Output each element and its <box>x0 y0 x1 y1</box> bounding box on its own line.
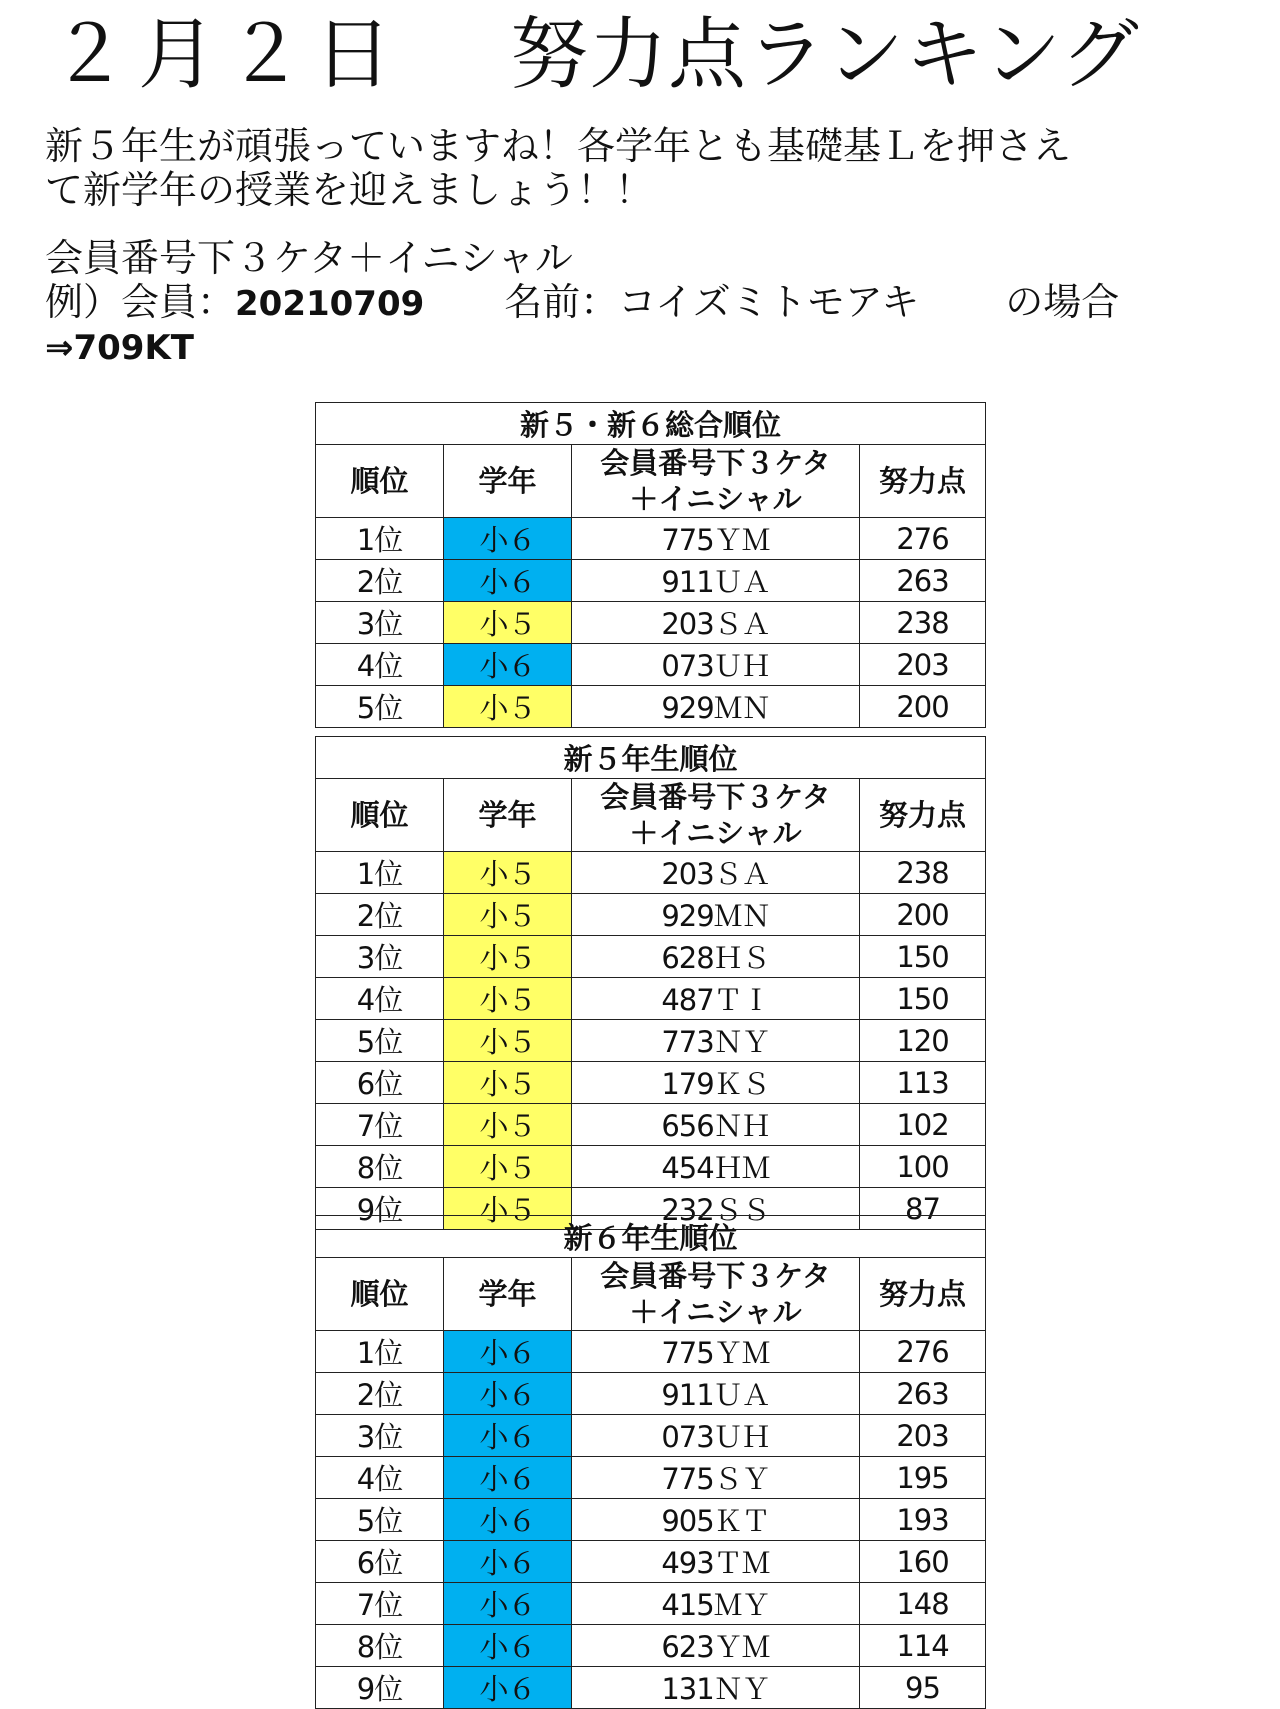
header-member <box>572 445 860 518</box>
header-points: 努力点 <box>860 779 986 852</box>
table-row <box>316 1667 986 1709</box>
rank-cell: 4位 <box>316 644 444 686</box>
grade5-ranking-table <box>315 736 986 1230</box>
table-header-row <box>316 1258 986 1331</box>
example-prefix: 例）会員： <box>45 280 236 324</box>
table-row <box>316 1104 986 1146</box>
points-cell: 200 <box>860 686 986 728</box>
header-member-line-2: ＋イニシャル <box>629 816 802 850</box>
rank-cell: 7位 <box>316 1583 444 1625</box>
title-heading: 努力点ランキング <box>510 10 1140 100</box>
intro-message-line-1: 新５年生が頑張っていますね！各学年とも基礎基Ｌを押さえ <box>45 124 1072 168</box>
table-row <box>316 1499 986 1541</box>
points-cell: 102 <box>860 1104 986 1146</box>
header-member-line-1: 会員番号下３ケタ <box>600 446 831 480</box>
points-cell: 100 <box>860 1146 986 1188</box>
member-cell: 775ＹＭ <box>572 518 860 560</box>
header-member-line-2: ＋イニシャル <box>629 1295 802 1329</box>
member-cell: 623ＹＭ <box>572 1625 860 1667</box>
points-cell: 95 <box>860 1667 986 1709</box>
points-cell: 195 <box>860 1457 986 1499</box>
table-row <box>316 602 986 644</box>
intro-message-line-2: て新学年の授業を迎えましょう！！ <box>45 168 654 212</box>
member-id-example <box>45 280 1119 326</box>
table-header-row <box>316 445 986 518</box>
table-row <box>316 1146 986 1188</box>
grade-cell: 小５ <box>444 936 572 978</box>
table-row <box>316 1415 986 1457</box>
rank-cell: 8位 <box>316 1625 444 1667</box>
member-cell: 487ＴＩ <box>572 978 860 1020</box>
rank-cell: 5位 <box>316 1499 444 1541</box>
member-cell: 911ＵＡ <box>572 560 860 602</box>
points-cell: 203 <box>860 1415 986 1457</box>
rank-cell: 9位 <box>316 1188 444 1230</box>
grade-cell: 小５ <box>444 1020 572 1062</box>
header-grade: 学年 <box>444 445 572 518</box>
rank-cell: 2位 <box>316 560 444 602</box>
member-cell: 775ＹＭ <box>572 1331 860 1373</box>
points-cell: 193 <box>860 1499 986 1541</box>
rank-cell: 2位 <box>316 1373 444 1415</box>
grade-cell: 小６ <box>444 644 572 686</box>
member-cell: 232ＳＳ <box>572 1188 860 1230</box>
member-cell: 073ＵＨ <box>572 1415 860 1457</box>
header-points: 努力点 <box>860 445 986 518</box>
table-row <box>316 1583 986 1625</box>
grade-cell: 小６ <box>444 1499 572 1541</box>
points-cell: 276 <box>860 1331 986 1373</box>
example-case-suffix: の場合 <box>1005 280 1120 324</box>
table-row <box>316 936 986 978</box>
intro-message <box>45 124 1225 212</box>
grade6-ranking-table <box>315 1215 986 1709</box>
points-cell: 238 <box>860 852 986 894</box>
table-caption: 新６年生順位 <box>316 1216 986 1258</box>
table-row <box>316 1331 986 1373</box>
header-member <box>572 779 860 852</box>
grade-cell: 小５ <box>444 894 572 936</box>
header-grade: 学年 <box>444 779 572 852</box>
rank-cell: 1位 <box>316 1331 444 1373</box>
grade-cell: 小６ <box>444 518 572 560</box>
member-cell: 203ＳＡ <box>572 602 860 644</box>
rank-cell: 3位 <box>316 1415 444 1457</box>
header-rank: 順位 <box>316 445 444 518</box>
member-cell: 179ＫＳ <box>572 1062 860 1104</box>
rank-cell: 6位 <box>316 1062 444 1104</box>
points-cell: 87 <box>860 1188 986 1230</box>
grade-cell: 小６ <box>444 1667 572 1709</box>
header-rank: 順位 <box>316 1258 444 1331</box>
table-row <box>316 1020 986 1062</box>
table-caption-row <box>316 403 986 445</box>
header-rank: 順位 <box>316 779 444 852</box>
table-row <box>316 1541 986 1583</box>
table-caption-row <box>316 1216 986 1258</box>
grade-cell: 小５ <box>444 852 572 894</box>
grade-cell: 小５ <box>444 602 572 644</box>
example-result: ⇒709KT <box>45 328 194 368</box>
table-row <box>316 1625 986 1667</box>
rank-cell: 5位 <box>316 1020 444 1062</box>
member-cell: 493ＴＭ <box>572 1541 860 1583</box>
member-cell: 905ＫＴ <box>572 1499 860 1541</box>
table-row <box>316 894 986 936</box>
rank-cell: 7位 <box>316 1104 444 1146</box>
member-cell: 773ＮＹ <box>572 1020 860 1062</box>
points-cell: 276 <box>860 518 986 560</box>
member-cell: 929ＭＮ <box>572 894 860 936</box>
table-row <box>316 978 986 1020</box>
rank-cell: 4位 <box>316 978 444 1020</box>
table-row <box>316 686 986 728</box>
member-cell: 656ＮＨ <box>572 1104 860 1146</box>
header-points: 努力点 <box>860 1258 986 1331</box>
grade-cell: 小５ <box>444 1104 572 1146</box>
rank-cell: 5位 <box>316 686 444 728</box>
member-cell: 454ＨＭ <box>572 1146 860 1188</box>
rank-cell: 2位 <box>316 894 444 936</box>
grade-cell: 小６ <box>444 1583 572 1625</box>
rank-cell: 1位 <box>316 518 444 560</box>
title-date: ２月２日 <box>50 10 403 100</box>
example-number: 20210709 <box>235 284 425 324</box>
rank-cell: 9位 <box>316 1667 444 1709</box>
grade-cell: 小５ <box>444 978 572 1020</box>
points-cell: 263 <box>860 560 986 602</box>
member-cell: 929ＭＮ <box>572 686 860 728</box>
table-row <box>316 644 986 686</box>
rank-cell: 8位 <box>316 1146 444 1188</box>
grade-cell: 小６ <box>444 1625 572 1667</box>
table-row <box>316 1062 986 1104</box>
table-row <box>316 852 986 894</box>
table-caption: 新５年生順位 <box>316 737 986 779</box>
grade-cell: 小６ <box>444 560 572 602</box>
points-cell: 150 <box>860 936 986 978</box>
table-row <box>316 518 986 560</box>
grade-cell: 小５ <box>444 1062 572 1104</box>
points-cell: 238 <box>860 602 986 644</box>
points-cell: 200 <box>860 894 986 936</box>
points-cell: 120 <box>860 1020 986 1062</box>
member-cell: 628ＨＳ <box>572 936 860 978</box>
member-cell: 073ＵＨ <box>572 644 860 686</box>
header-member-line-1: 会員番号下３ケタ <box>600 780 831 814</box>
rank-cell: 4位 <box>316 1457 444 1499</box>
points-cell: 160 <box>860 1541 986 1583</box>
table-row <box>316 560 986 602</box>
grade-cell: 小６ <box>444 1415 572 1457</box>
grade-cell: 小５ <box>444 1188 572 1230</box>
rank-cell: 1位 <box>316 852 444 894</box>
member-cell: 415ＭＹ <box>572 1583 860 1625</box>
header-member-line-1: 会員番号下３ケタ <box>600 1259 831 1293</box>
member-cell: 775ＳＹ <box>572 1457 860 1499</box>
table-row <box>316 1457 986 1499</box>
table-caption: 新５・新６総合順位 <box>316 403 986 445</box>
grade-cell: 小６ <box>444 1457 572 1499</box>
grade-cell: 小６ <box>444 1541 572 1583</box>
table-caption-row <box>316 737 986 779</box>
points-cell: 203 <box>860 644 986 686</box>
table-row <box>316 1373 986 1415</box>
grade-cell: 小５ <box>444 1146 572 1188</box>
points-cell: 148 <box>860 1583 986 1625</box>
grade-cell: 小６ <box>444 1331 572 1373</box>
member-id-note <box>45 236 1119 370</box>
header-member <box>572 1258 860 1331</box>
table-header-row <box>316 779 986 852</box>
combined-ranking-table <box>315 402 986 728</box>
header-member-line-2: ＋イニシャル <box>629 482 802 516</box>
points-cell: 114 <box>860 1625 986 1667</box>
rank-cell: 3位 <box>316 602 444 644</box>
member-cell: 203ＳＡ <box>572 852 860 894</box>
grade-cell: 小６ <box>444 1373 572 1415</box>
points-cell: 150 <box>860 978 986 1020</box>
grade-cell: 小５ <box>444 686 572 728</box>
example-name: 名前：コイズミトモアキ <box>504 280 920 324</box>
member-cell: 131ＮＹ <box>572 1667 860 1709</box>
points-cell: 263 <box>860 1373 986 1415</box>
member-id-rule: 会員番号下３ケタ＋イニシャル <box>45 236 573 280</box>
points-cell: 113 <box>860 1062 986 1104</box>
header-grade: 学年 <box>444 1258 572 1331</box>
rank-cell: 3位 <box>316 936 444 978</box>
rank-cell: 6位 <box>316 1541 444 1583</box>
member-cell: 911ＵＡ <box>572 1373 860 1415</box>
page-title <box>50 10 1140 100</box>
